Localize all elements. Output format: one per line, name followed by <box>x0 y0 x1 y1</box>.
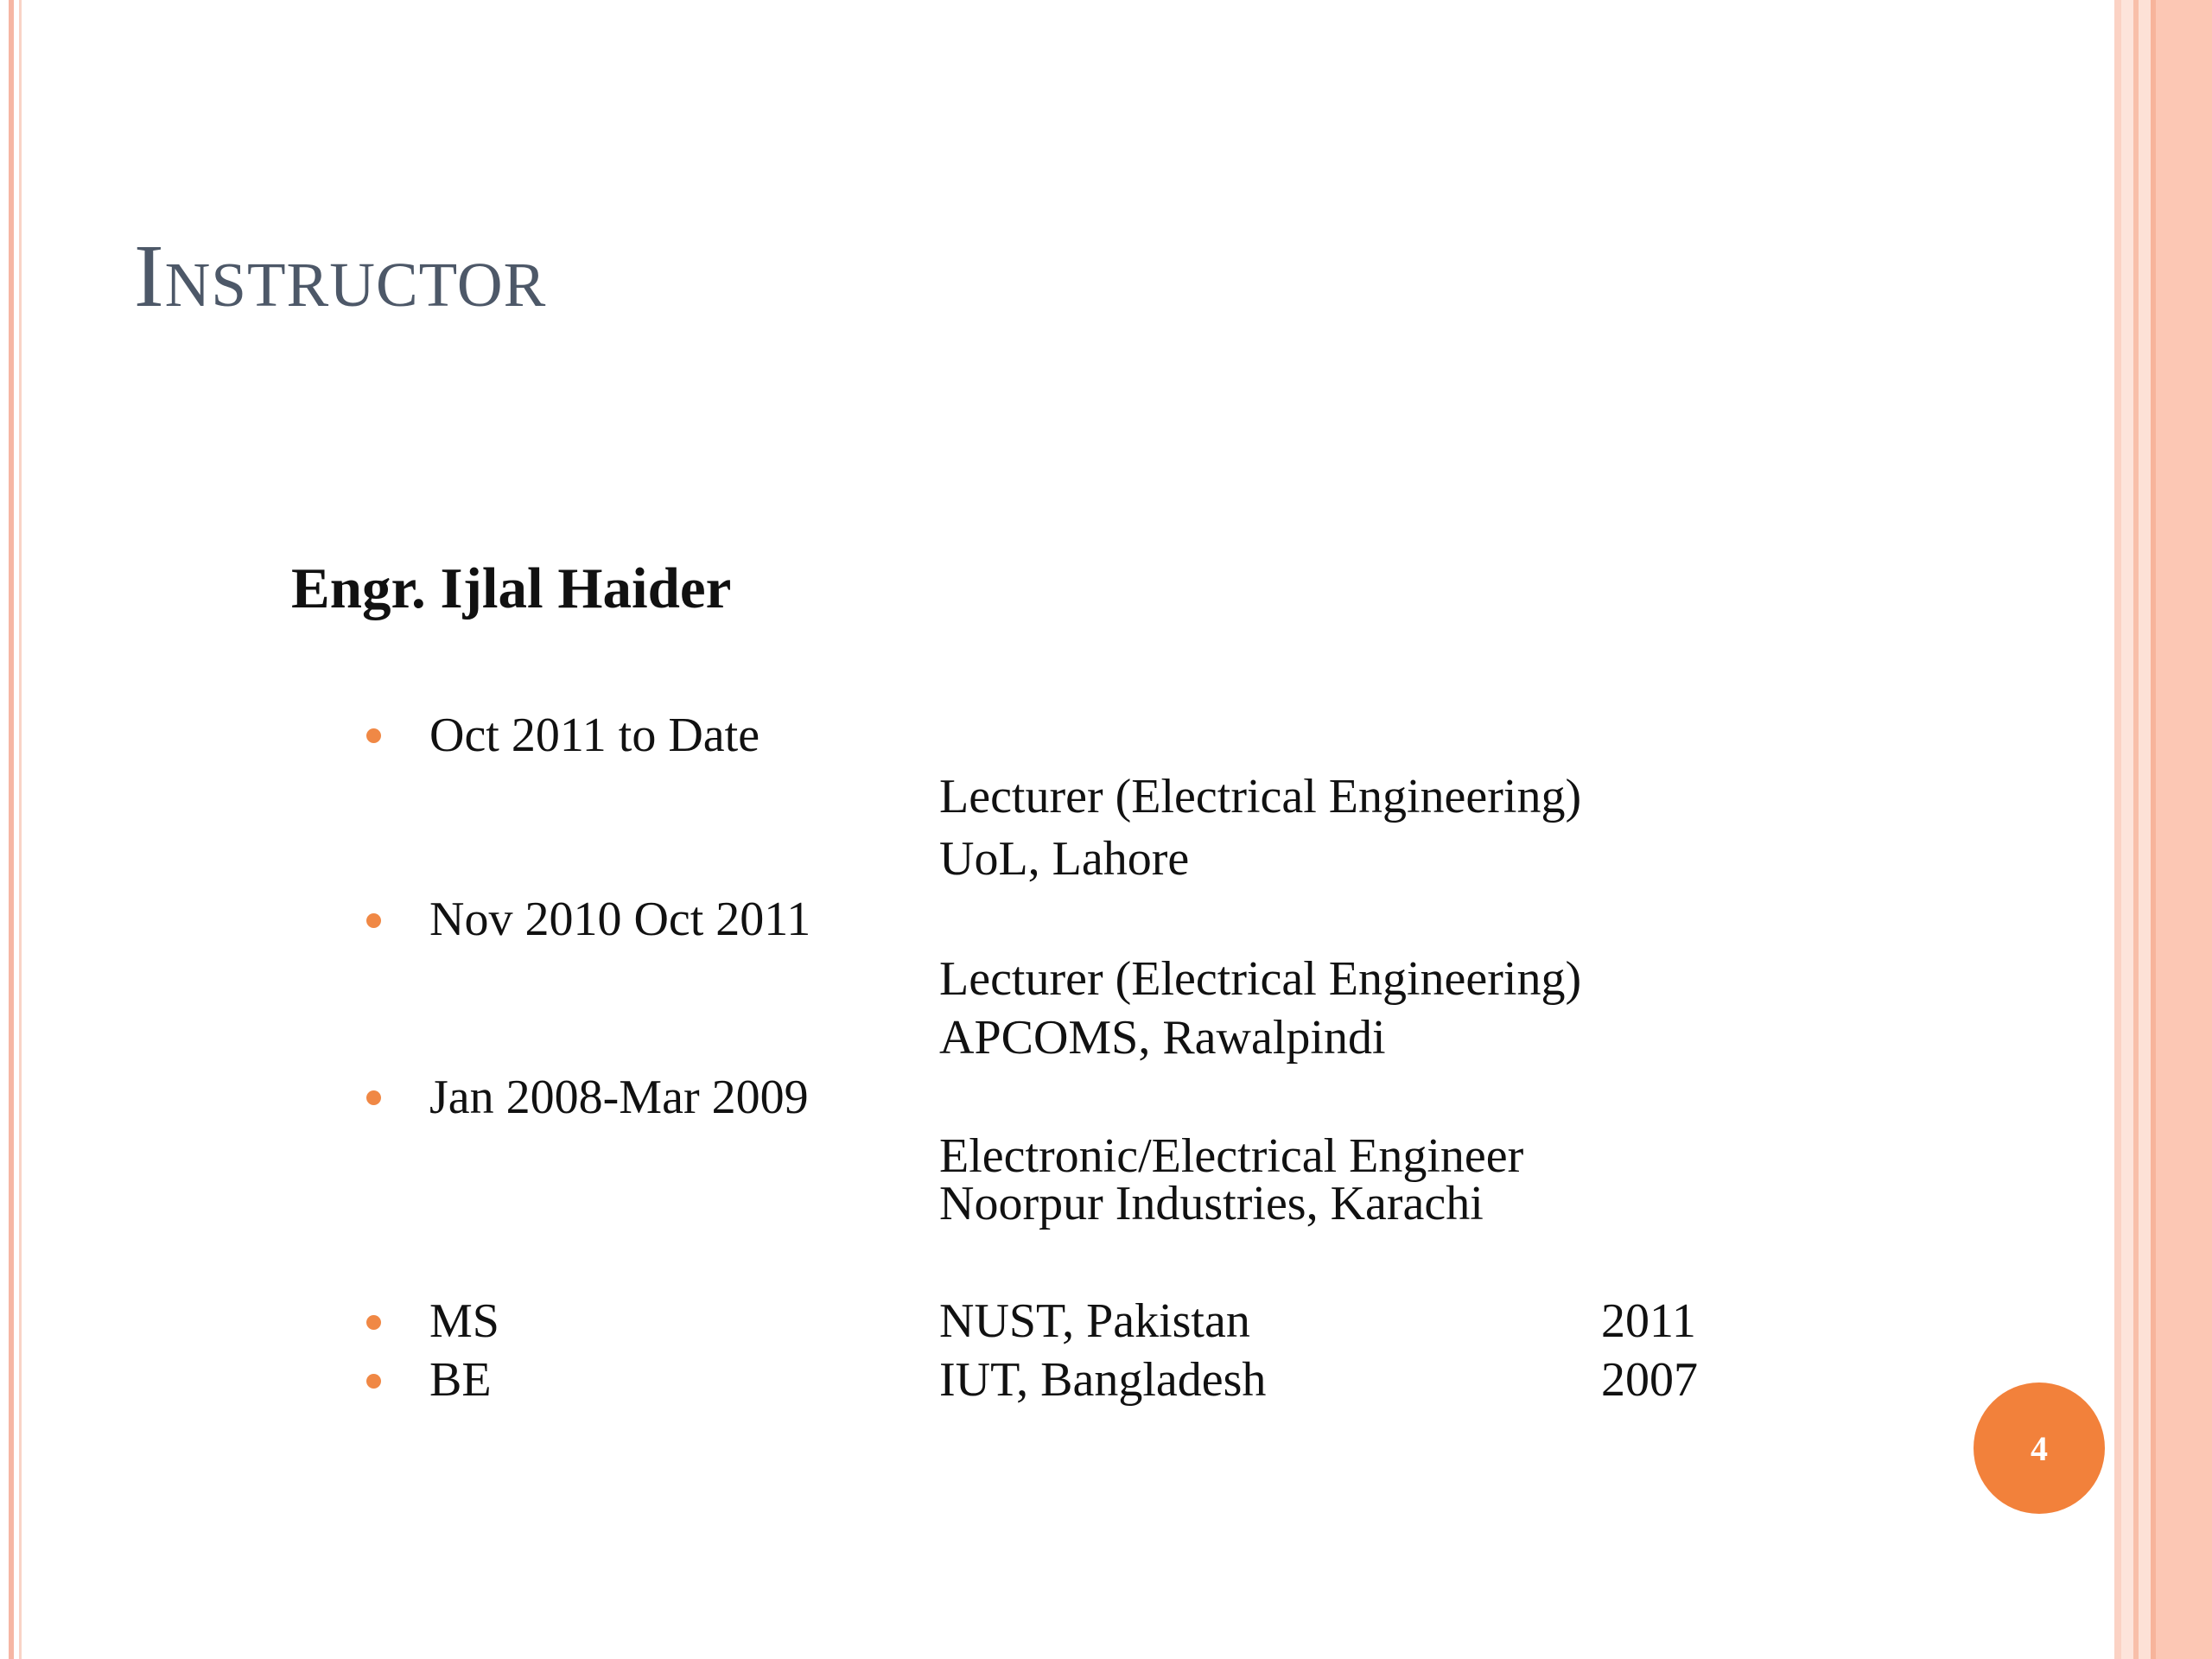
experience-role: Lecturer (Electrical Engineering) <box>939 952 1582 1006</box>
experience-place: UoL, Lahore <box>939 832 1190 886</box>
bullet-icon <box>366 1090 381 1105</box>
right-border-stripe <box>2121 0 2133 1659</box>
experience-role: Lecturer (Electrical Engineering) <box>939 770 1582 823</box>
page-number-badge <box>1974 1382 2105 1514</box>
experience-period: Jan 2008-Mar 2009 <box>429 1071 809 1124</box>
education-institution: NUST, Pakistan <box>939 1294 1250 1348</box>
slide-title: Instructor <box>134 226 547 326</box>
education-year: 2011 <box>1601 1294 1696 1348</box>
education-degree: BE <box>429 1353 492 1407</box>
right-border-stripe <box>2139 0 2151 1659</box>
education-degree: MS <box>429 1294 499 1348</box>
experience-place: APCOMS, Rawalpindi <box>939 1011 1386 1065</box>
left-border-line <box>9 0 14 1659</box>
page-number: 4 <box>2031 1428 2048 1468</box>
instructor-name: Engr. Ijlal Haider <box>291 556 732 620</box>
bullet-icon <box>366 1374 381 1389</box>
right-border-stripe <box>2114 0 2121 1659</box>
bullet-icon <box>366 913 381 928</box>
experience-period: Nov 2010 Oct 2011 <box>429 893 811 946</box>
bullet-icon <box>366 1315 381 1330</box>
bullet-icon <box>366 728 381 743</box>
left-border-line-inner <box>19 0 22 1659</box>
right-border-stripe <box>2156 0 2212 1659</box>
experience-place: Noorpur Industries, Karachi <box>939 1177 1484 1230</box>
education-year: 2007 <box>1601 1353 1698 1407</box>
experience-role: Electronic/Electrical Engineer <box>939 1129 1524 1183</box>
experience-period: Oct 2011 to Date <box>429 709 760 762</box>
education-institution: IUT, Bangladesh <box>939 1353 1267 1407</box>
